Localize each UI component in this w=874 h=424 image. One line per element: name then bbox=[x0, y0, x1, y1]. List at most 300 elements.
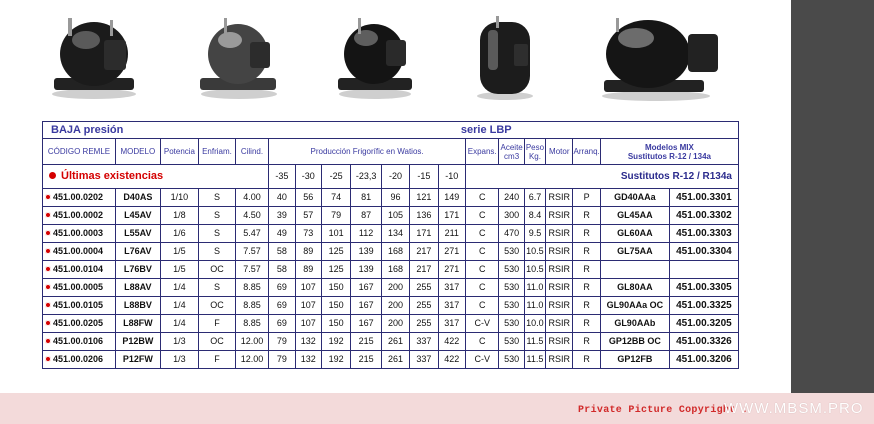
enfriam-cell-value: S bbox=[213, 228, 220, 238]
produccion-cell bbox=[438, 351, 465, 369]
table-row bbox=[43, 225, 739, 243]
enfriam-cell bbox=[199, 243, 236, 261]
produccion-cell bbox=[381, 279, 409, 297]
produccion-cell bbox=[410, 225, 438, 243]
expans-cell-value: C bbox=[478, 300, 486, 310]
codigo-cell bbox=[43, 279, 116, 297]
table-row bbox=[43, 315, 739, 333]
potencia-cell bbox=[160, 297, 199, 315]
modelo-cell bbox=[116, 243, 161, 261]
mix-code-cell bbox=[669, 315, 738, 333]
produccion-cell-value: 167 bbox=[358, 300, 374, 310]
peso-cell bbox=[524, 207, 545, 225]
expans-cell-value: C bbox=[478, 192, 486, 202]
expans-cell bbox=[465, 189, 498, 207]
enfriam-cell bbox=[199, 189, 236, 207]
peso-cell bbox=[524, 279, 545, 297]
potencia-cell bbox=[160, 315, 199, 333]
modelo-cell-value: P12BW bbox=[122, 336, 154, 346]
produccion-cell bbox=[295, 243, 321, 261]
arranq-cell bbox=[573, 333, 600, 351]
cilind-cell bbox=[235, 351, 268, 369]
motor-cell bbox=[546, 351, 573, 369]
arranq-cell bbox=[573, 225, 600, 243]
mix-model-cell bbox=[600, 279, 669, 297]
expans-cell bbox=[465, 333, 498, 351]
produccion-cell-value: 200 bbox=[387, 300, 404, 310]
produccion-cell-value: 200 bbox=[387, 318, 404, 328]
produccion-cell bbox=[269, 189, 295, 207]
produccion-cell-value: 89 bbox=[303, 246, 314, 256]
produccion-cell-value: 255 bbox=[416, 318, 432, 328]
enfriam-cell bbox=[199, 333, 236, 351]
produccion-cell-value: 79 bbox=[276, 336, 287, 346]
header-peso: Peso Kg. bbox=[524, 139, 545, 165]
expans-cell-value: C-V bbox=[474, 318, 490, 328]
aceite-cell bbox=[499, 315, 524, 333]
compressor-image-5 bbox=[596, 16, 732, 102]
table-title-row bbox=[43, 122, 739, 139]
produccion-cell bbox=[321, 243, 350, 261]
produccion-cell bbox=[269, 351, 295, 369]
produccion-cell bbox=[295, 297, 321, 315]
potencia-cell-value: 1/6 bbox=[173, 228, 186, 238]
mix-code-cell-value: 451.00.3302 bbox=[676, 210, 732, 221]
red-dot-icon bbox=[45, 356, 51, 362]
motor-cell-value: RSIR bbox=[548, 192, 571, 202]
enfriam-cell-value: S bbox=[213, 246, 220, 256]
produccion-cell bbox=[410, 279, 438, 297]
produccion-cell-value: 49 bbox=[276, 228, 287, 238]
produccion-cell-value: 317 bbox=[444, 282, 460, 292]
produccion-cell bbox=[438, 315, 465, 333]
codigo-cell-value: 451.00.0106 bbox=[53, 336, 104, 346]
modelo-cell-value: D40AS bbox=[123, 192, 153, 202]
produccion-cell-value: 56 bbox=[303, 192, 314, 202]
cilind-cell-value: 4.00 bbox=[243, 192, 261, 202]
produccion-cell bbox=[321, 225, 350, 243]
produccion-cell bbox=[381, 189, 409, 207]
enfriam-cell-value: OC bbox=[210, 300, 224, 310]
produccion-cell bbox=[438, 243, 465, 261]
expans-cell-value: C bbox=[478, 282, 486, 292]
codigo-cell bbox=[43, 297, 116, 315]
produccion-cell-value: 107 bbox=[300, 282, 316, 292]
mix-model-cell bbox=[600, 315, 669, 333]
red-dot-icon bbox=[45, 230, 51, 236]
potencia-cell-value: 1/5 bbox=[173, 246, 186, 256]
cilind-cell-value: 7.57 bbox=[243, 246, 261, 256]
produccion-cell-value: 217 bbox=[416, 264, 432, 274]
modelo-cell bbox=[116, 189, 161, 207]
peso-cell bbox=[524, 189, 545, 207]
produccion-cell-value: 101 bbox=[328, 228, 344, 238]
motor-cell bbox=[546, 189, 573, 207]
produccion-cell bbox=[351, 279, 381, 297]
mix-code-cell bbox=[669, 225, 738, 243]
mix-model-cell bbox=[600, 243, 669, 261]
codigo-cell bbox=[43, 315, 116, 333]
cilind-cell bbox=[235, 189, 268, 207]
produccion-cell-value: 96 bbox=[390, 192, 401, 202]
mix-code-cell bbox=[669, 189, 738, 207]
produccion-cell bbox=[269, 225, 295, 243]
table-row bbox=[43, 243, 739, 261]
motor-cell-value: RSIR bbox=[548, 354, 571, 364]
potencia-cell-value: 1/8 bbox=[173, 210, 186, 220]
red-dot-icon bbox=[45, 212, 51, 218]
compressor-image-4 bbox=[474, 14, 536, 102]
produccion-cell-value: 107 bbox=[300, 300, 316, 310]
aceite-cell-value: 470 bbox=[504, 228, 520, 238]
aceite-cell bbox=[499, 243, 524, 261]
expans-cell bbox=[465, 351, 498, 369]
peso-cell bbox=[524, 297, 545, 315]
mix-model-cell-value: GL90AAa OC bbox=[606, 300, 664, 310]
mix-code-cell bbox=[669, 243, 738, 261]
expans-cell bbox=[465, 315, 498, 333]
mix-code-cell bbox=[669, 333, 738, 351]
produccion-cell-value: 39 bbox=[276, 210, 287, 220]
produccion-cell bbox=[438, 261, 465, 279]
header-motor: Motor bbox=[546, 139, 573, 165]
produccion-cell bbox=[351, 261, 381, 279]
cilind-cell bbox=[235, 279, 268, 297]
arranq-cell bbox=[573, 261, 600, 279]
produccion-cell bbox=[381, 261, 409, 279]
mix-model-cell bbox=[600, 207, 669, 225]
modelo-cell bbox=[116, 225, 161, 243]
produccion-cell bbox=[269, 243, 295, 261]
produccion-cell bbox=[410, 315, 438, 333]
produccion-cell-value: 79 bbox=[276, 354, 287, 364]
modelo-cell bbox=[116, 207, 161, 225]
produccion-cell bbox=[269, 207, 295, 225]
peso-cell-value: 11.0 bbox=[526, 282, 544, 292]
produccion-cell bbox=[321, 297, 350, 315]
arranq-cell-value: P bbox=[583, 192, 590, 202]
peso-cell bbox=[524, 333, 545, 351]
peso-cell bbox=[524, 315, 545, 333]
mix-model-cell bbox=[600, 225, 669, 243]
codigo-cell bbox=[43, 333, 116, 351]
produccion-cell bbox=[438, 189, 465, 207]
motor-cell-value: RSIR bbox=[548, 246, 571, 256]
mix-model-cell-value: GL75AA bbox=[617, 246, 653, 256]
mix-model-cell bbox=[600, 297, 669, 315]
aceite-cell bbox=[499, 189, 524, 207]
produccion-cell-value: 171 bbox=[444, 210, 460, 220]
cilind-cell bbox=[235, 243, 268, 261]
mix-code-cell-value: 451.00.3304 bbox=[676, 246, 732, 257]
peso-cell bbox=[524, 225, 545, 243]
cilind-cell-value: 4.50 bbox=[243, 210, 261, 220]
expans-cell-value: C-V bbox=[474, 354, 490, 364]
header-produccion: Producción Frigorífic en Watios. bbox=[269, 139, 466, 165]
enfriam-cell bbox=[199, 297, 236, 315]
potencia-cell-value: 1/3 bbox=[173, 354, 186, 364]
aceite-cell bbox=[499, 297, 524, 315]
red-dot-icon bbox=[45, 338, 51, 344]
produccion-cell bbox=[321, 333, 350, 351]
produccion-cell bbox=[321, 261, 350, 279]
produccion-cell bbox=[269, 333, 295, 351]
arranq-cell-value: R bbox=[583, 264, 590, 274]
table-body bbox=[43, 189, 739, 369]
temp-col: -30 bbox=[295, 165, 321, 189]
produccion-cell bbox=[410, 189, 438, 207]
codigo-cell-value: 451.00.0004 bbox=[53, 246, 104, 256]
potencia-cell bbox=[160, 207, 199, 225]
cilind-cell bbox=[235, 297, 268, 315]
enfriam-cell bbox=[199, 351, 236, 369]
mix-code-cell bbox=[669, 351, 738, 369]
enfriam-cell-value: F bbox=[214, 354, 220, 364]
header-mix-line1: Modelos MIX bbox=[644, 142, 694, 152]
aceite-cell-value: 300 bbox=[504, 210, 520, 220]
copyright-text: Private Picture Copyright : bbox=[578, 405, 749, 416]
peso-cell bbox=[524, 261, 545, 279]
aceite-cell-value: 530 bbox=[504, 264, 520, 274]
aceite-cell-value: 530 bbox=[504, 354, 520, 364]
produccion-cell bbox=[410, 243, 438, 261]
potencia-cell bbox=[160, 225, 199, 243]
produccion-cell bbox=[351, 297, 381, 315]
motor-cell-value: RSIR bbox=[548, 210, 571, 220]
temp-col: -15 bbox=[410, 165, 438, 189]
mix-model-cell-value: GL45AA bbox=[617, 210, 653, 220]
produccion-cell-value: 317 bbox=[444, 318, 460, 328]
produccion-cell-value: 167 bbox=[358, 318, 374, 328]
peso-cell-value: 11.0 bbox=[526, 300, 544, 310]
compressor-photos bbox=[0, 0, 791, 118]
enfriam-cell-value: OC bbox=[210, 264, 224, 274]
arranq-cell bbox=[573, 351, 600, 369]
potencia-cell-value: 1/4 bbox=[173, 282, 186, 292]
codigo-cell bbox=[43, 351, 116, 369]
produccion-cell-value: 215 bbox=[358, 354, 374, 364]
mix-model-cell bbox=[600, 261, 669, 279]
motor-cell bbox=[546, 279, 573, 297]
modelo-cell bbox=[116, 333, 161, 351]
peso-cell-value: 10.5 bbox=[526, 246, 544, 256]
enfriam-cell-value: F bbox=[214, 318, 220, 328]
potencia-cell bbox=[160, 189, 199, 207]
produccion-cell bbox=[295, 261, 321, 279]
temp-col: -20 bbox=[381, 165, 409, 189]
produccion-cell-value: 125 bbox=[328, 264, 344, 274]
header-enfriam: Enfriam. bbox=[199, 139, 236, 165]
produccion-cell-value: 69 bbox=[276, 300, 287, 310]
produccion-cell-value: 105 bbox=[387, 210, 404, 220]
peso-cell-value: 6.7 bbox=[528, 192, 542, 202]
codigo-cell-value: 451.00.0002 bbox=[53, 210, 104, 220]
produccion-cell bbox=[351, 225, 381, 243]
modelo-cell-value: L55AV bbox=[124, 228, 152, 238]
header-modelo: MODELO bbox=[116, 139, 161, 165]
expans-cell bbox=[465, 225, 498, 243]
red-dot-icon bbox=[45, 284, 51, 290]
peso-cell-value: 11.5 bbox=[526, 336, 544, 346]
peso-cell-value: 9.5 bbox=[528, 228, 542, 238]
peso-cell-value: 8.4 bbox=[528, 210, 542, 220]
compressor-spec-table bbox=[42, 121, 739, 369]
produccion-cell bbox=[269, 297, 295, 315]
produccion-cell bbox=[381, 333, 409, 351]
table-row bbox=[43, 189, 739, 207]
ultimas-label: Últimas existencias bbox=[61, 170, 164, 182]
produccion-cell-value: 81 bbox=[361, 192, 372, 202]
arranq-cell-value: R bbox=[583, 336, 590, 346]
produccion-cell bbox=[381, 351, 409, 369]
codigo-cell bbox=[43, 261, 116, 279]
table-row bbox=[43, 297, 739, 315]
motor-cell-value: RSIR bbox=[548, 318, 571, 328]
aceite-cell-value: 530 bbox=[504, 282, 520, 292]
modelo-cell bbox=[116, 279, 161, 297]
produccion-cell bbox=[381, 315, 409, 333]
cilind-cell bbox=[235, 333, 268, 351]
motor-cell bbox=[546, 207, 573, 225]
potencia-cell-value: 1/10 bbox=[170, 192, 189, 202]
red-dot-icon bbox=[45, 302, 51, 308]
motor-cell bbox=[546, 297, 573, 315]
produccion-cell-value: 261 bbox=[387, 354, 404, 364]
expans-cell-value: C bbox=[478, 246, 486, 256]
peso-cell-value: 10.5 bbox=[526, 264, 544, 274]
modelo-cell bbox=[116, 297, 161, 315]
sustitutos-label: Sustitutos R-12 / R134a bbox=[465, 165, 738, 189]
produccion-cell-value: 422 bbox=[444, 354, 460, 364]
motor-cell-value: RSIR bbox=[548, 300, 571, 310]
mix-code-cell-value: 451.00.3325 bbox=[676, 300, 732, 311]
cilind-cell-value: 8.85 bbox=[243, 282, 261, 292]
cilind-cell-value: 12.00 bbox=[240, 354, 264, 364]
produccion-cell-value: 271 bbox=[444, 246, 460, 256]
produccion-cell-value: 211 bbox=[444, 228, 459, 238]
produccion-cell bbox=[438, 333, 465, 351]
header-arranq: Arranq. bbox=[573, 139, 600, 165]
produccion-cell-value: 121 bbox=[416, 192, 432, 202]
potencia-cell bbox=[160, 243, 199, 261]
enfriam-cell-value: OC bbox=[210, 336, 224, 346]
temp-col: -10 bbox=[438, 165, 465, 189]
brand-watermark: WWW.MBSM.PRO bbox=[724, 400, 864, 417]
produccion-cell-value: 69 bbox=[276, 318, 287, 328]
header-potencia: Potencia bbox=[160, 139, 199, 165]
mix-code-cell bbox=[669, 279, 738, 297]
modelo-cell bbox=[116, 351, 161, 369]
cilind-cell bbox=[235, 225, 268, 243]
enfriam-cell bbox=[199, 225, 236, 243]
aceite-cell bbox=[499, 333, 524, 351]
expans-cell bbox=[465, 279, 498, 297]
produccion-cell bbox=[295, 315, 321, 333]
modelo-cell-value: L45AV bbox=[124, 210, 152, 220]
produccion-cell-value: 171 bbox=[416, 228, 432, 238]
enfriam-cell-value: S bbox=[213, 192, 220, 202]
produccion-cell bbox=[351, 207, 381, 225]
series-title: serie LBP bbox=[351, 122, 739, 139]
produccion-cell bbox=[269, 315, 295, 333]
enfriam-cell bbox=[199, 261, 236, 279]
produccion-cell bbox=[321, 207, 350, 225]
produccion-cell bbox=[438, 207, 465, 225]
produccion-cell-value: 167 bbox=[358, 282, 374, 292]
mix-code-cell-value: 451.00.3303 bbox=[676, 228, 732, 239]
produccion-cell-value: 317 bbox=[444, 300, 460, 310]
table-row bbox=[43, 279, 739, 297]
potencia-cell-value: 1/4 bbox=[173, 300, 186, 310]
produccion-cell-value: 139 bbox=[358, 246, 374, 256]
potencia-cell-value: 1/4 bbox=[173, 318, 186, 328]
table-row bbox=[43, 351, 739, 369]
codigo-cell-value: 451.00.0003 bbox=[53, 228, 104, 238]
arranq-cell-value: R bbox=[583, 318, 590, 328]
table-subheader-row bbox=[43, 165, 739, 189]
produccion-cell-value: 132 bbox=[300, 336, 316, 346]
mix-code-cell-value: 451.00.3305 bbox=[676, 282, 732, 293]
produccion-cell bbox=[381, 243, 409, 261]
codigo-cell bbox=[43, 243, 116, 261]
modelo-cell-value: L76AV bbox=[124, 246, 152, 256]
red-dot-icon bbox=[45, 266, 51, 272]
produccion-cell bbox=[295, 225, 321, 243]
produccion-cell bbox=[410, 207, 438, 225]
produccion-cell-value: 74 bbox=[331, 192, 342, 202]
peso-cell-value: 10.0 bbox=[526, 318, 544, 328]
produccion-cell-value: 337 bbox=[416, 354, 432, 364]
arranq-cell bbox=[573, 315, 600, 333]
produccion-cell-value: 125 bbox=[328, 246, 344, 256]
produccion-cell bbox=[438, 297, 465, 315]
table-row bbox=[43, 207, 739, 225]
produccion-cell bbox=[381, 207, 409, 225]
produccion-cell-value: 69 bbox=[276, 282, 287, 292]
temp-col: -23,3 bbox=[351, 165, 381, 189]
modelo-cell-value: L76BV bbox=[123, 264, 152, 274]
red-dot-icon bbox=[45, 248, 51, 254]
temp-col: -25 bbox=[321, 165, 350, 189]
cilind-cell-value: 8.85 bbox=[243, 300, 261, 310]
produccion-cell bbox=[438, 279, 465, 297]
header-codigo: CÓDIGO REMLE bbox=[43, 139, 116, 165]
enfriam-cell bbox=[199, 315, 236, 333]
produccion-cell-value: 40 bbox=[276, 192, 287, 202]
produccion-cell bbox=[269, 279, 295, 297]
expans-cell bbox=[465, 261, 498, 279]
produccion-cell bbox=[321, 315, 350, 333]
expans-cell-value: C bbox=[478, 264, 486, 274]
modelo-cell-value: P12FW bbox=[122, 354, 153, 364]
produccion-cell-value: 107 bbox=[300, 318, 316, 328]
produccion-cell bbox=[351, 243, 381, 261]
produccion-cell-value: 132 bbox=[300, 354, 316, 364]
produccion-cell-value: 200 bbox=[387, 282, 404, 292]
produccion-cell bbox=[381, 297, 409, 315]
produccion-cell bbox=[295, 189, 321, 207]
produccion-cell-value: 271 bbox=[444, 264, 460, 274]
cilind-cell-value: 12.00 bbox=[240, 336, 264, 346]
mix-code-cell bbox=[669, 261, 738, 279]
produccion-cell-value: 58 bbox=[276, 264, 287, 274]
produccion-cell-value: 255 bbox=[416, 300, 432, 310]
aceite-cell bbox=[499, 279, 524, 297]
mix-code-cell bbox=[669, 207, 738, 225]
cilind-cell-value: 8.85 bbox=[243, 318, 261, 328]
mix-code-cell-value: 451.00.3301 bbox=[676, 192, 732, 203]
motor-cell-value: RSIR bbox=[548, 264, 571, 274]
